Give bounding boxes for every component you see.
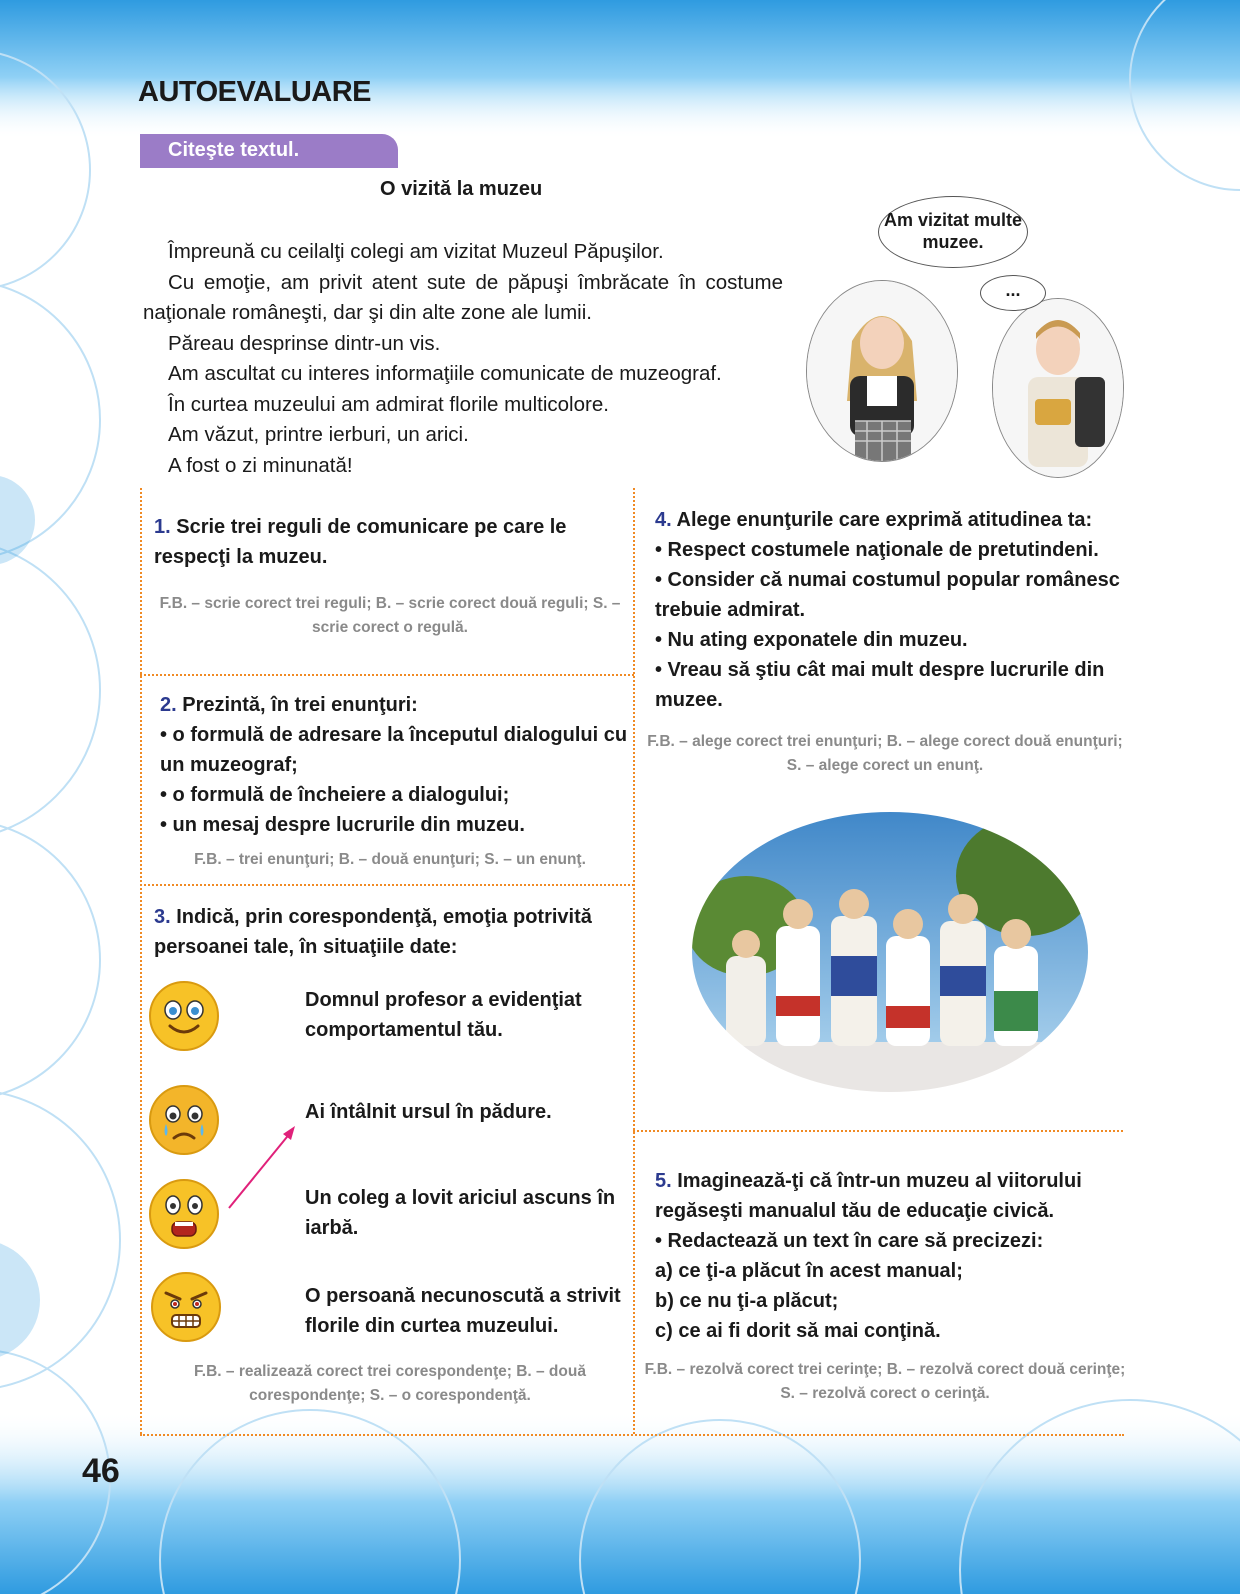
task-2 (160, 690, 630, 840)
match-arrow (225, 1120, 300, 1212)
task-text: Prezintă, în trei enunţuri: (182, 694, 418, 716)
task-text: Indică, prin corespondenţă, emoţia potrivită persoanei tale, în situaţiile date: (154, 906, 592, 958)
story-text (143, 237, 783, 481)
task-1-criteria: F.B. – scrie corect trei reguli; B. – scrie corect două reguli; S. – scrie corect o regulă. (159, 595, 621, 636)
task-bullet: • Consider că numai costumul popular românesc trebuie admirat. (655, 569, 1120, 621)
girl-speech-bubble: Am vizitat multe muzee. (878, 196, 1028, 268)
happy-face-icon (148, 980, 220, 1052)
situation-text: O persoană necunoscută a strivit florile din curtea muzeului. (305, 1285, 621, 1337)
page-title: AUTOEVALUARE (138, 76, 371, 108)
task-bullet: • Respect costumele naţionale de pretutindeni. (655, 539, 1099, 561)
task-number: 2. (160, 694, 177, 716)
crying-face-icon (148, 1084, 220, 1156)
task-bullet: • o formulă de încheiere a dialogului; (160, 784, 510, 806)
task-bullet: • o formulă de adresare la începutul dialogului cu un muzeograf; (160, 724, 628, 776)
task-bullet: b) ce nu ţi-a plăcut; (655, 1290, 839, 1312)
frame-bottom-line (140, 1434, 1124, 1436)
situation-text: Un coleg a lovit ariciul ascuns în iarbă. (305, 1187, 616, 1239)
task-bullet: a) ce ţi-a plăcut în acest manual; (655, 1260, 963, 1282)
task-number: 3. (154, 906, 171, 928)
situation-text: Ai întâlnit ursul în pădure. (305, 1101, 552, 1123)
task-bullet: • Nu ating exponatele din muzeu. (655, 629, 968, 651)
story-line: A fost o zi minunată! (168, 453, 353, 477)
story-line: În curtea muzeului am admirat florile multicolore. (168, 392, 609, 416)
instruction-banner (140, 134, 398, 168)
story-line: Păreau desprinse dintr-un vis. (168, 331, 441, 355)
task-text: Scrie trei reguli de comunicare pe care le respecţi la muzeu. (154, 516, 567, 568)
story-line: Împreună cu ceilalţi colegi am vizitat Muzeul Păpuşilor. (168, 240, 664, 263)
story-line: Cu emoţie, am privit atent sute de păpuşi îmbrăcate în costume naţionale româneşti, dar şi din alte zone ale lumii. (143, 270, 783, 324)
angry-face-icon (150, 1271, 222, 1343)
task-bullet: • Vreau să ştiu cât mai mult despre lucrurile din muzee. (655, 659, 1105, 711)
task-4 (655, 505, 1145, 715)
task-1 (154, 512, 594, 572)
task-number: 4. (655, 509, 672, 531)
dolls-photo (686, 806, 1094, 1098)
situation-text: Domnul profesor a evidenţiat comportamentul tău. (305, 989, 582, 1041)
story-line: Am ascultat cu interes informaţiile comunicate de muzeograf. (168, 362, 722, 385)
task-5 (655, 1166, 1145, 1346)
story-title: O vizită la muzeu (380, 178, 543, 200)
task-5-criteria: F.B. – rezolvă corect trei cerinţe; B. – rezolvă corect două cerinţe; S. – rezolvă corect o cerinţă. (644, 1361, 1126, 1402)
task-bullet: • un mesaj despre lucrurile din muzeu. (160, 814, 525, 836)
girl-photo (806, 280, 958, 462)
task-bullet: c) ce ai fi dorit să mai conţină. (655, 1320, 941, 1342)
task-text: Alege enunţurile care exprimă atitudinea ta: (676, 509, 1093, 531)
boy-photo (992, 298, 1124, 478)
task-text: Imaginează-ţi că într-un muzeu al viitorului regăseşti manualul tău de educaţie civică. (655, 1170, 1082, 1222)
task-number: 5. (655, 1170, 672, 1192)
task-2-criteria: F.B. – trei enunţuri; B. – două enunţuri; S. – un enunţ. (194, 851, 586, 868)
task-3-criteria: F.B. – realizează corect trei corespondenţe; B. – două corespondenţe; S. – o corespondenţă. (194, 1363, 586, 1404)
boy-speech-bubble: ... (980, 275, 1046, 311)
task-3 (154, 902, 634, 962)
task-bullet: • Redactează un text în care să precizezi: (655, 1230, 1044, 1252)
banner-label: Citeşte textul. (168, 139, 300, 161)
frame-divider (140, 674, 634, 676)
story-line: Am văzut, printre ierburi, un arici. (168, 423, 469, 446)
task-4-criteria: F.B. – alege corect trei enunţuri; B. – alege corect două enunţuri; S. – alege corect un enunţ. (647, 733, 1123, 774)
scared-face-icon (148, 1178, 220, 1250)
page-number: 46 (82, 1452, 120, 1490)
task-number: 1. (154, 516, 171, 538)
frame-divider (633, 1130, 1123, 1132)
frame-divider (140, 884, 634, 886)
